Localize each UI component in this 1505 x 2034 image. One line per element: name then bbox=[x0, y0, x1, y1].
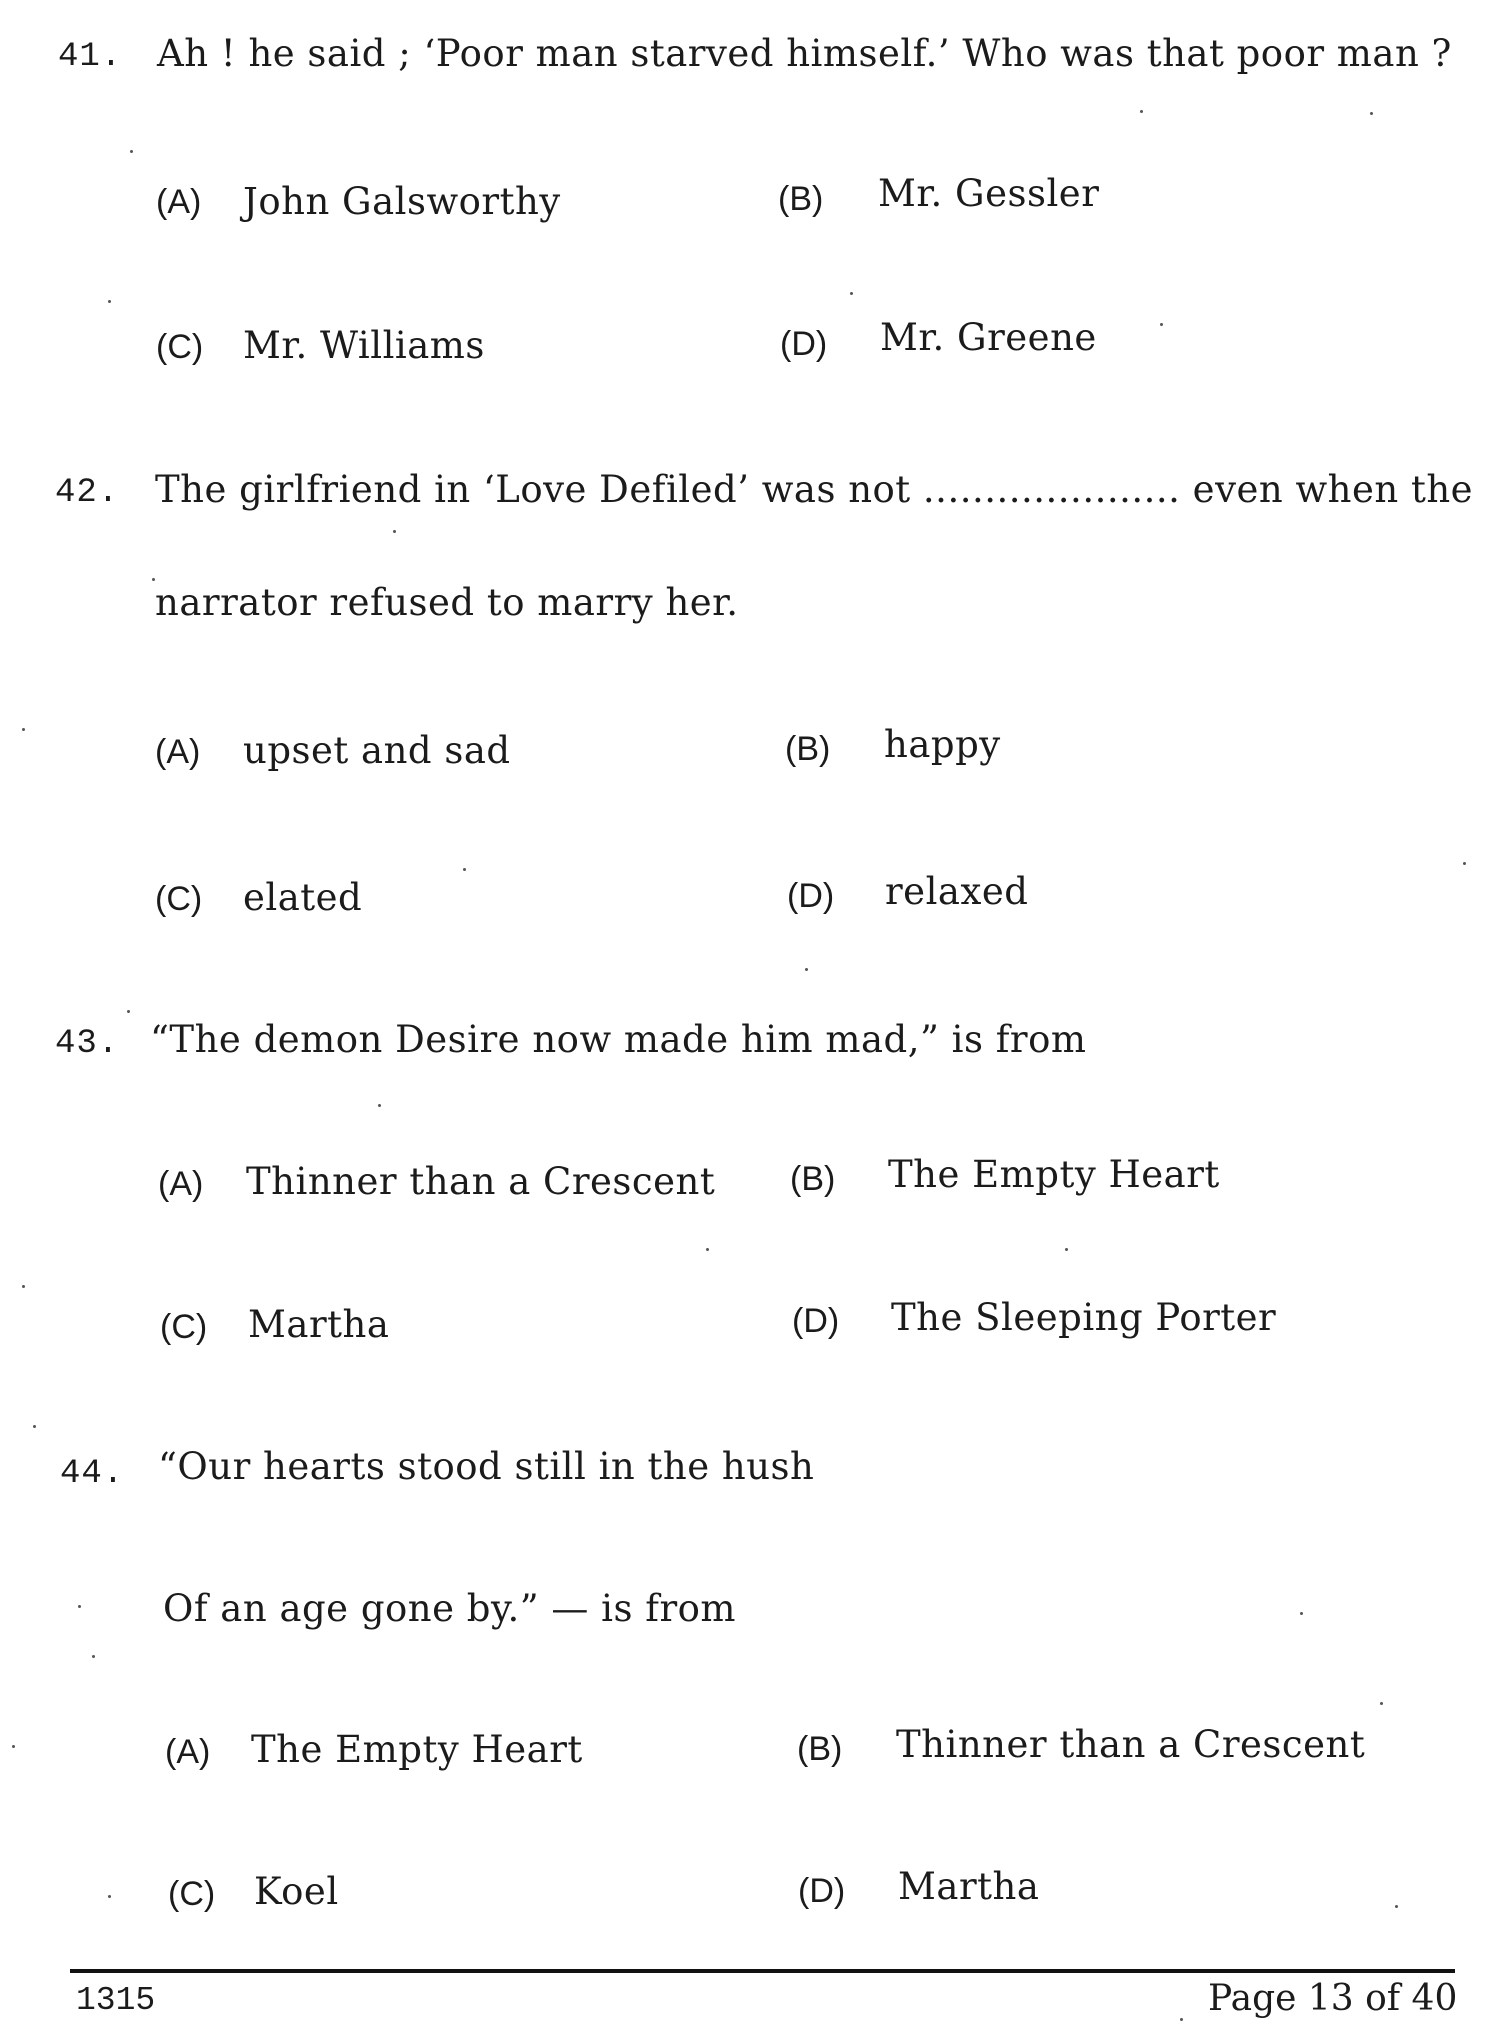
option-a-letter: (A) bbox=[165, 1733, 211, 1771]
option-a-text[interactable]: upset and sad bbox=[243, 729, 511, 772]
option-a-text[interactable]: The Empty Heart bbox=[251, 1728, 583, 1771]
option-b-text[interactable]: The Empty Heart bbox=[888, 1153, 1220, 1196]
question-number: 41. bbox=[58, 38, 123, 76]
option-b-letter: (B) bbox=[785, 730, 831, 768]
page-number: Page 13 of 40 bbox=[1208, 1978, 1458, 2019]
option-a-letter: (A) bbox=[156, 183, 202, 221]
option-c-letter: (C) bbox=[168, 1875, 216, 1913]
option-d-text[interactable]: Martha bbox=[898, 1865, 1040, 1908]
option-a-text[interactable]: Thinner than a Crescent bbox=[246, 1160, 716, 1203]
option-d-letter: (D) bbox=[798, 1872, 846, 1910]
option-a-letter: (A) bbox=[158, 1165, 204, 1203]
question-text-line-1: The girlfriend in ‘Love Defiled’ was not ..................... even when the bbox=[155, 468, 1474, 511]
option-d-text[interactable]: Mr. Greene bbox=[880, 316, 1097, 359]
option-b-letter: (B) bbox=[778, 180, 824, 218]
option-b-text[interactable]: Mr. Gessler bbox=[878, 172, 1100, 215]
question-text-line-2: Of an age gone by.” — is from bbox=[163, 1587, 736, 1630]
question-text: Ah ! he said ; ‘Poor man starved himself.’ Who was that poor man ? bbox=[157, 32, 1452, 75]
question-text-line-1: “Our hearts stood still in the hush bbox=[158, 1445, 815, 1488]
option-c-text[interactable]: Mr. Williams bbox=[243, 324, 485, 367]
question-number: 42. bbox=[55, 474, 120, 512]
option-d-letter: (D) bbox=[787, 877, 835, 915]
option-d-text[interactable]: The Sleeping Porter bbox=[891, 1296, 1277, 1339]
option-c-text[interactable]: Koel bbox=[254, 1870, 339, 1913]
option-a-text[interactable]: John Galsworthy bbox=[243, 180, 561, 223]
option-b-letter: (B) bbox=[790, 1160, 836, 1198]
footer-rule bbox=[70, 1969, 1455, 1973]
option-b-text[interactable]: Thinner than a Crescent bbox=[896, 1723, 1366, 1766]
question-number: 43. bbox=[55, 1025, 120, 1063]
option-c-text[interactable]: elated bbox=[243, 876, 363, 919]
option-c-text[interactable]: Martha bbox=[248, 1303, 390, 1346]
option-a-letter: (A) bbox=[155, 733, 201, 771]
option-b-text[interactable]: happy bbox=[884, 723, 1001, 766]
option-d-letter: (D) bbox=[792, 1302, 840, 1340]
option-d-text[interactable]: relaxed bbox=[885, 870, 1029, 913]
question-number: 44. bbox=[60, 1455, 125, 1493]
option-c-letter: (C) bbox=[160, 1308, 208, 1346]
option-b-letter: (B) bbox=[797, 1730, 843, 1768]
paper-code: 1315 bbox=[76, 1982, 156, 2019]
question-text: “The demon Desire now made him mad,” is from bbox=[150, 1018, 1087, 1061]
option-c-letter: (C) bbox=[155, 880, 203, 918]
option-d-letter: (D) bbox=[780, 325, 828, 363]
question-text-line-2: narrator refused to marry her. bbox=[155, 581, 739, 624]
option-c-letter: (C) bbox=[156, 328, 204, 366]
